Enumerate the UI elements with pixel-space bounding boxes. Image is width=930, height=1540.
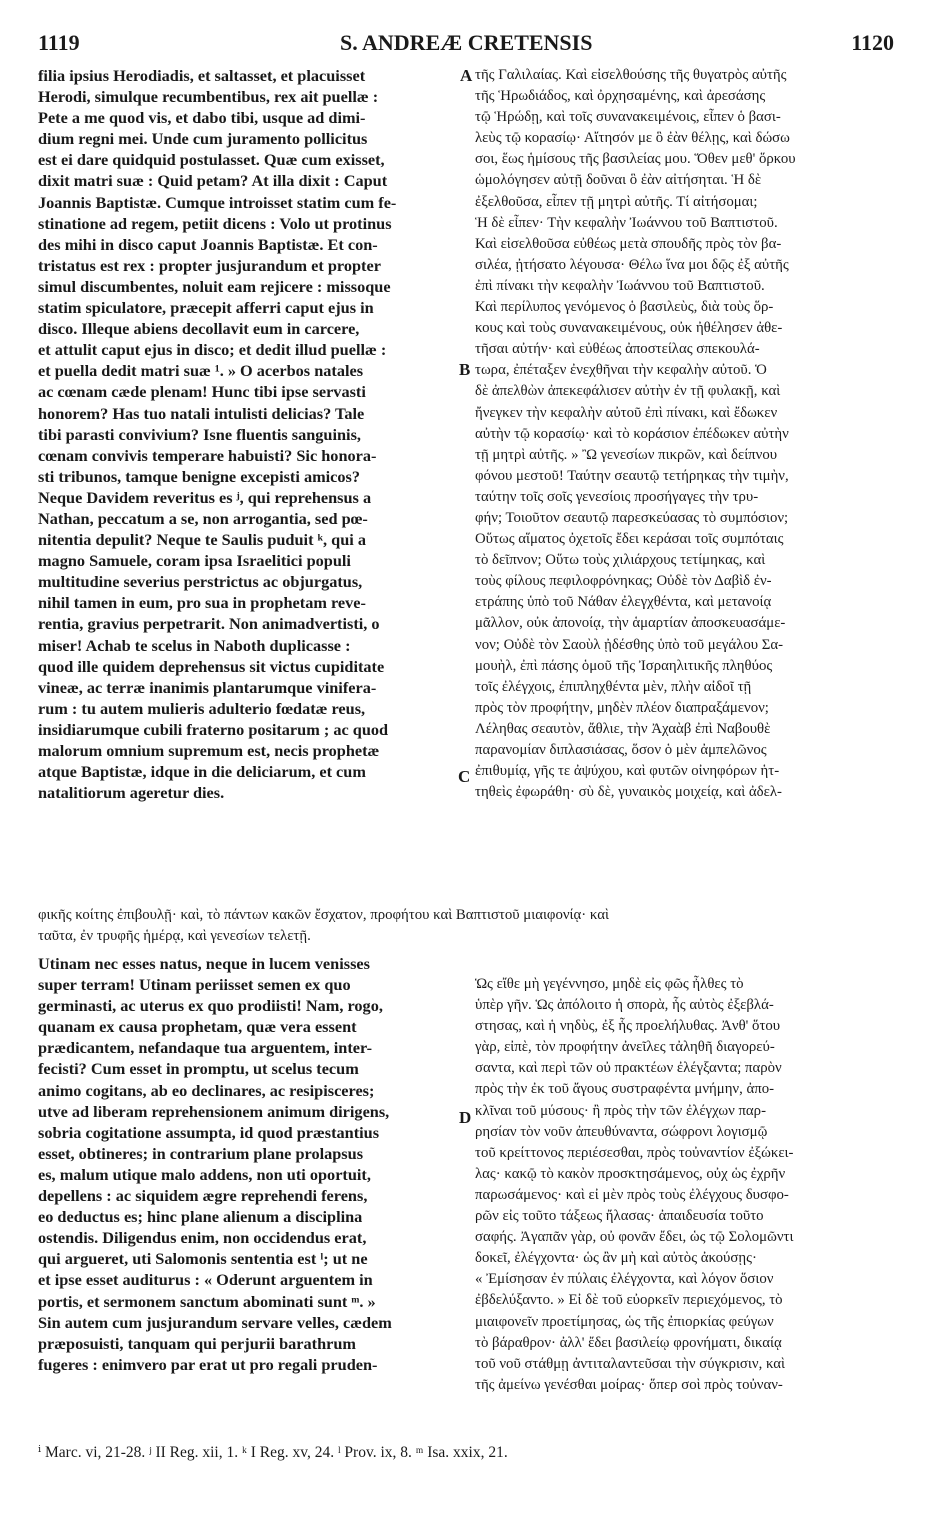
text-line: super terram! Utinam periisset semen ex quo <box>38 975 351 995</box>
section-marker-d: D <box>459 1108 472 1127</box>
text-line: nihil tamen in eum, pro sua in prophetam reve- <box>38 593 366 613</box>
text-line: tibi parasti convivium? Isne fluentis sanguinis, <box>38 424 361 444</box>
text-line: Pete a me quod vis, et dabo tibi, usque ad dimi- <box>38 108 366 128</box>
greek-column-bottom <box>475 974 893 1396</box>
text-line: quanam ex causa prophetam, quæ vera essent <box>38 1017 357 1037</box>
latin-column-top <box>38 65 456 803</box>
text-line: τοῦ κρείττονος περιέσεσθαι, πρὸς τοὐναντίον ἐξώκει- <box>475 1144 794 1161</box>
text-line: statim spiculatore, præcepit afferri caput ejus in <box>38 298 374 318</box>
text-line: τῆς Ἡρωδιάδος, καὶ ὀρχησαμένης, καὶ ἀρεσάσης <box>475 88 766 105</box>
text-line: Ἡ δὲ εἶπεν· Τὴν κεφαλὴν Ἰωάννου τοῦ Βαπτιστοῦ. <box>475 214 778 231</box>
text-line: τηθεὶς ἐφωράθη· σὺ δὲ, γυναικὸς μοιχείᾳ, καὶ ἀδελ- <box>475 784 782 801</box>
text-line: κους καὶ τοὺς συνανακειμένους, οὐκ ἠθέλησεν ἀθε- <box>475 320 783 337</box>
text-line: fecisti? Cum esset in promptu, ut scelus tecum <box>38 1059 359 1079</box>
text-line: ταῦτα, ἐν τρυφῆς ἡμέρᾳ, καὶ γενεσίων τελετῇ. <box>38 928 311 945</box>
text-line: ετράπης ὑπὸ τοῦ Νάθαν ἐλεγχθέντα, καὶ μετανοίᾳ <box>475 594 772 611</box>
greek-column-top <box>475 65 893 803</box>
text-line: σοι, ἕως ἡμίσους τῆς βασιλείας μου. Ὅθεν μεθ' ὅρκου <box>475 151 796 168</box>
text-line: δοκεῖ, ἐλέγχοντα· ὡς ἂν μὴ καὶ αὐτὸς ἀκούσῃς· <box>475 1250 757 1267</box>
left-page-number: 1119 <box>38 30 80 55</box>
text-line: ἐξελθοῦσα, εἶπεν τῇ μητρὶ αὐτῆς. Τί αἰτήσομαι; <box>475 193 758 210</box>
text-line: Neque Davidem reveritus es ʲ, qui reprehensus a <box>38 487 372 507</box>
text-line: præposuisti, tanquam qui perjurii barathrum <box>38 1333 356 1353</box>
text-line: eo deductus es; hinc plane alienum a disciplina <box>38 1207 363 1227</box>
text-line: παρωσάμενος· καὶ εἰ μὲν πρὸς τοὺς ἐλέγχους δυσφο- <box>475 1186 789 1203</box>
text-line: σαντα, καὶ περὶ τῶν οὐ πρακτέων ἐλέγξαντα; παρὸν <box>475 1060 782 1077</box>
text-line: Καὶ εἰσελθοῦσα εὐθέως μετὰ σπουδῆς πρὸς τὸν βα- <box>475 235 782 252</box>
text-line: et attulit caput ejus in disco; et dedit illud puellæ : <box>38 340 387 360</box>
text-line: τῆσαι αὐτήν· καὶ εὐθέως ἀποστείλας σπεκουλά- <box>475 341 760 358</box>
text-line: Οὕτως αἵματος ὀχετοῖς ἔδει κεράσαι τοῖς συμπόταις <box>475 531 784 548</box>
text-line: esset, obtineres; in contrarium plane prolapsus <box>38 1143 364 1163</box>
text-line: cœnam convivis temperare habuisti? Sic honora- <box>38 445 377 465</box>
text-line: γὰρ, εἰπὲ, τὸν προφήτην ἀνεῖλες τἀληθῆ διαγορεύ- <box>475 1039 775 1056</box>
text-line: ἐπιθυμίᾳ, γῆς τε ἀψύχου, καὶ φυτῶν οἰνηφόρων ἡτ- <box>475 763 780 780</box>
text-line: τωρα, ἐπέταξεν ἐνεχθῆναι τὴν κεφαλὴν αὐτοῦ. Ὁ <box>475 362 767 379</box>
text-line: ὡμολόγησεν αὐτῇ δοῦναι ὃ ἐὰν αἰτήσηται. Ἡ δὲ <box>475 172 762 189</box>
text-line: Utinam nec esses natus, neque in lucem venisses <box>38 954 370 973</box>
text-line: ὑπὲρ γῆν. Ὡς ἀπόλοιτο ἡ σπορὰ, ἧς αὐτὸς ἐξεβλά- <box>475 997 774 1014</box>
text-line: Λέληθας σεαυτὸν, ἄθλιε, τὴν Ἀχαὰβ ἐπὶ Ναβουθὲ <box>475 720 771 737</box>
text-line: παρανομίαν διπλασιάσας, ὅσον ὁ μὲν ἀμπελῶνος <box>475 742 767 758</box>
text-line: honorem? Has tuo natali intulisti delicias? Tale <box>38 403 365 423</box>
text-line: ρησίαν τὸν νοῦν ἀπευθύναντα, σώφρονι λογισμῷ <box>475 1123 768 1140</box>
text-line: sti tribunos, tamque benigne excepisti amicos? <box>38 466 361 486</box>
greek-full-width-text <box>38 905 908 947</box>
text-line: φικῆς κοίτης ἐπιβουλῇ· καὶ, τὸ πάντων κακῶν ἔσχατον, προφήτου καὶ Βαπτιστοῦ μιαιφονίᾳ· καὶ <box>38 907 609 923</box>
text-line: λας· κακῷ τὸ κακὸν προσκτησάμενος, οὐχ ὡς ἐχρῆν <box>475 1165 786 1182</box>
text-line: μουὴλ, ἐπὶ πάσης ὁμοῦ τῆς Ἰσραηλιτικῆς πληθύος <box>475 657 773 674</box>
text-line: κλῖναι τοῦ μύσους· ἢ πρὸς τὴν τῶν ἐλέγχων παρ- <box>475 1102 766 1119</box>
text-line: ἐβδελύξαντο. » Εἰ δὲ τοῦ εὐορκεῖν περιεχόμενος, τὸ <box>475 1292 783 1309</box>
text-line: insidiarumque cubili fraterno positarum ; ac quod <box>38 719 389 739</box>
text-line: utve ad liberam reprehensionem animum dirigens, <box>38 1101 390 1121</box>
text-line: qui argueret, uti Salomonis sententia est ˡ; ut ne <box>38 1249 368 1269</box>
text-line: αὐτὴν τῷ κορασίῳ· καὶ τὸ κοράσιον ἐπέδωκεν αὐτὴν <box>475 425 789 442</box>
text-line: δὲ ἀπελθὼν ἀπεκεφάλισεν αὐτὴν ἐν τῇ φυλακῇ, καὶ <box>475 383 781 400</box>
right-page-number: 1120 <box>851 30 894 55</box>
text-line: πρὸς τὸν προφήτην, μηδὲν πλέον διαπραξάμενον; <box>475 699 769 716</box>
text-line: ἤνεγκεν τὴν κεφαλὴν αὐτοῦ ἐπὶ πίνακι, καὶ ἔδωκεν <box>475 404 778 421</box>
text-line: multitudine severius perstrictus ac objurgatus, <box>38 572 363 592</box>
text-line: vineæ, ac terræ inanimis plantarumque vinifera- <box>38 677 377 697</box>
latin-column-bottom <box>38 953 456 1375</box>
text-line: τὸ βάραθρον· ἀλλ' ἔδει βασιλείῳ φρονήματι, δικαίᾳ <box>475 1334 782 1351</box>
text-line: dixit matri suæ : Quid petam? At illa dixit : Caput <box>38 171 388 191</box>
text-line: τοὺς φίλους πεφιλοφρόνηκας; Οὐδὲ τὸν Δαβὶδ ἐν- <box>475 573 772 590</box>
text-line: φόνου μεστοῦ! Ταύτην σεαυτῷ τετήρηκας τὴν τιμὴν, <box>475 467 789 484</box>
text-line: est ei dare quidquid postulasset. Quæ cum exisset, <box>38 150 385 170</box>
page-header <box>0 30 930 60</box>
text-line: rum : tu autem mulieris adulterio fœdatæ reus, <box>38 698 366 718</box>
text-line: ac cœnam cæde plenam! Hunc tibi ipse servasti <box>38 382 366 402</box>
text-line: portis, et sermonem sanctum abominati sunt ᵐ. » <box>38 1291 376 1311</box>
section-marker-a: A <box>460 66 473 85</box>
text-line: Sin autem cum jusjurandum servare velles, cædem <box>38 1312 392 1332</box>
text-line: tristatus est rex : propter jusjurandum et propter <box>38 255 381 275</box>
text-line: πρὸς τὴν ἐκ τοῦ ἄγους συστραφέντα μνήμην, ἀπο- <box>475 1081 775 1098</box>
text-line: atque Baptistæ, idque in die deliciarum, et cum <box>38 762 366 782</box>
text-line: prædicantem, nefandaque tua arguentem, inter- <box>38 1038 373 1058</box>
text-line: sobria cogitatione assumpta, id quod præstantius <box>38 1122 380 1142</box>
text-line: ἐπὶ πίνακι τὴν κεφαλὴν Ἰωάννου τοῦ Βαπτιστοῦ. <box>475 277 765 294</box>
text-line: des mihi in disco caput Joannis Baptistæ. Et con- <box>38 234 378 254</box>
text-line: Joannis Baptistæ. Cumque introisset statim cum fe- <box>38 192 397 212</box>
footnotes: ⁱ Marc. vi, 21-28. ʲ II Reg. xii, 1. ᵏ I Reg. xv, 24. ˡ Prov. ix, 8. ᵐ Isa. xxix, 21. <box>38 1444 508 1461</box>
text-line: Herodi, simulque recumbentibus, rex ait puellæ : <box>38 87 379 107</box>
text-line: simul discumbentes, noluit eam rejicere : missoque <box>38 276 391 296</box>
text-line: « Ἐμίσησαν ἐν πύλαις ἐλέγχοντα, καὶ λόγον ὅσιον <box>475 1271 774 1288</box>
text-line: Ὡς εἴθε μὴ γεγέννησο, μηδὲ εἰς φῶς ἦλθες τὸ <box>475 976 744 992</box>
text-line: τῆς ἀμείνω γενέσθαι μοίρας· ὅπερ σοὶ πρὸς τοὐναν- <box>475 1376 783 1393</box>
text-line: stinatione ad regem, petiit dicens : Volo ut protinus <box>38 213 392 233</box>
text-line: φήν; Τοιοῦτον σεαυτῷ παρεσκεύασας τὸ συμπόσιον; <box>475 509 789 526</box>
text-line: rentia, gravius perpetrarit. Non animadvertisti, o <box>38 614 380 634</box>
text-line: σαφής. Ἀγαπᾶν γὰρ, οὐ φονᾶν ἔδει, ὡς τῷ Σολομῶντι <box>475 1229 794 1246</box>
text-line: germinasti, ac uterus ex quo prodiisti! Nam, rogo, <box>38 996 383 1016</box>
running-title: S. ANDREÆ CRETENSIS <box>340 30 593 55</box>
text-line: miser! Achab te scelus in Naboth duplicasse : <box>38 635 351 655</box>
text-line: νον; Οὐδὲ τὸν Σαοὺλ ᾐδέσθης ὑπὸ τοῦ μεγάλου Σα- <box>475 636 784 653</box>
text-line: ταύτην τοῖς σοῖς γενεσίοις προσήγαγες τὴν τρυ- <box>475 488 759 505</box>
text-line: fugeres : enimvero par erat ut pro regali pruden- <box>38 1354 378 1374</box>
text-line: filia ipsius Herodiadis, et saltasset, et placuisset <box>38 66 366 85</box>
text-line: ρῶν εἰς τοῦτο τάξεως ἤλασας· ἀπαιδευσία τοῦτο <box>475 1208 764 1225</box>
section-marker-b: B <box>459 360 471 379</box>
text-line: et ipse esset auditurus : « Oderunt arguentem in <box>38 1270 373 1290</box>
text-line: disco. Illeque abiens decollavit eum in carcere, <box>38 319 360 339</box>
text-line: ostendis. Diligendus enim, non occidendus erat, <box>38 1228 367 1248</box>
text-line: magno Samuele, coram ipsa Israelitici populi <box>38 551 351 571</box>
text-line: nitentia depulit? Neque te Saulis puduit ᵏ, qui a <box>38 530 367 550</box>
text-line: animo cogitans, ab eo declinares, ac resipisceres; <box>38 1080 375 1100</box>
text-line: μᾶλλον, οὐκ ἀπονοίᾳ, τὴν ἁμαρτίαν ἀποσκευασάμε- <box>475 615 786 632</box>
text-line: λεὺς τῷ κορασίῳ· Αἴτησόν με ὃ ἐὰν θέλῃς, καὶ δώσω <box>475 130 790 147</box>
text-line: τοῦ νοῦ στάθμῃ ἀντιταλαντεῦσαι τὴν σύγκρισιν, καὶ <box>475 1355 786 1372</box>
text-line: Καὶ περίλυπος γενόμενος ὁ βασιλεὺς, διὰ τοὺς ὅρ- <box>475 299 774 316</box>
text-line: natalitiorum ageretur dies. <box>38 783 225 803</box>
text-line: es, malum utique malo addens, non uti oportuit, <box>38 1164 371 1184</box>
text-line: dium regni mei. Unde cum juramento pollicitus <box>38 129 368 149</box>
text-line: τῷ Ἡρώδῃ, καὶ τοῖς συνανακειμένοις, εἶπεν ὁ βασι- <box>475 109 781 126</box>
text-line: τῇ μητρὶ αὐτῆς. » Ὢ γενεσίων πικρῶν, καὶ δείπνου <box>475 446 778 463</box>
text-line: depellens : ac siquidem ægre reprehendi ferens, <box>38 1186 368 1206</box>
text-line: σιλέα, ᾐτήσατο λέγουσα· Θέλω ἵνα μοι δῷς ἐξ αὐτῆς <box>475 256 789 273</box>
text-line: μιαιφονεῖν προετίμησας, ὡς τῆς ἐπιορκίας φεύγων <box>475 1313 774 1330</box>
section-marker-c: C <box>458 767 471 786</box>
text-line: et puella dedit matri suæ ¹. » O acerbos natales <box>38 361 364 381</box>
text-line: τῆς Γαλιλαίας. Καὶ εἰσελθούσης τῆς θυγατρὸς αὐτῆς <box>475 67 787 83</box>
text-line: τοῖς ἐλέγχοις, ἐπιπληχθέντα μὲν, πλὴν αἰδοῖ τῇ <box>475 678 752 695</box>
text-line: malorum omnium supremum est, necis prophetæ <box>38 741 380 760</box>
text-line: Nathan, peccatum a se, non arrogantia, sed pœ- <box>38 508 368 528</box>
text-line: quod ille quidem deprehensus sit victus cupiditate <box>38 656 385 676</box>
text-line: τὸ δεῖπνον; Οὕτω τοὺς χιλιάρχους τετίμηκας, καὶ <box>475 552 766 569</box>
text-line: στησας, καὶ ἡ νηδὺς, ἐξ ἧς προελήλυθας. Ἀνθ' ὅτου <box>475 1018 781 1035</box>
